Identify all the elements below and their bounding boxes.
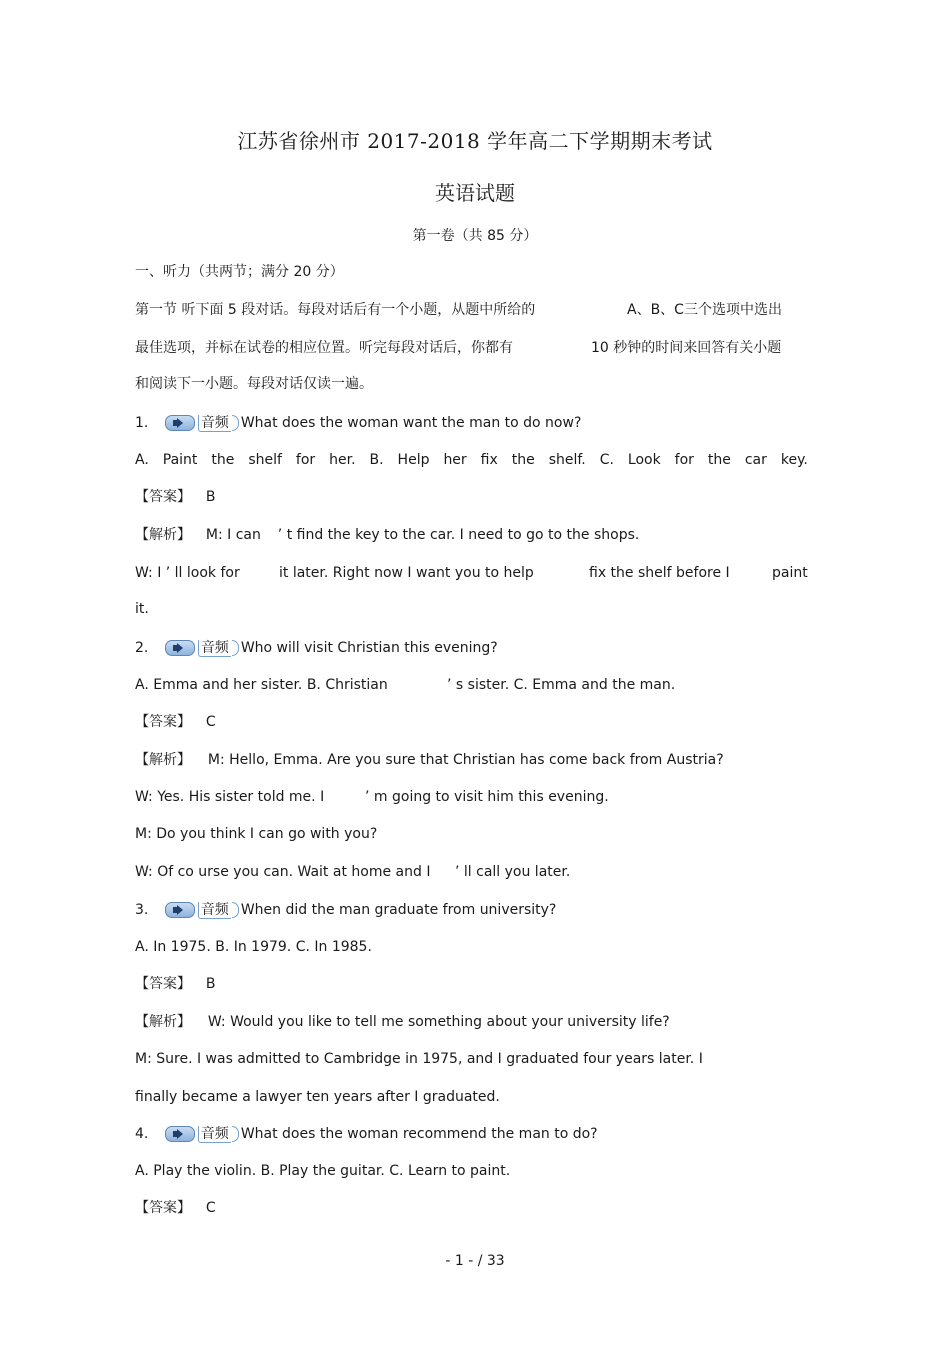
option-word: fix (480, 452, 498, 468)
dialogue-text: W: I ’ ll look for (135, 565, 240, 581)
option-word: car (744, 452, 767, 468)
dialogue-line: finally became a lawyer ten years after I graduated. (135, 1089, 500, 1105)
analysis-text: M: Hello, Emma. Are you sure that Christian has come back from Austria? (207, 752, 724, 768)
dialogue-text: W: Yes. His sister told me. I (135, 789, 325, 805)
answer-label: 【答案】 (135, 489, 191, 505)
question-text: What does the woman recommend the man to do? (240, 1126, 598, 1142)
section-heading: 一、听力（共两节；满分 20 分） (135, 264, 344, 280)
audio-button[interactable] (165, 1125, 239, 1143)
instructions-text: A、B、C三个选项中选出 (627, 302, 782, 318)
audio-end-cap (232, 640, 239, 656)
option-word: for (295, 452, 316, 468)
instructions-text: 第一节 听下面 5 段对话。每段对话后有一个小题，从题中所给的 (135, 302, 536, 318)
question-number: 4. (135, 1126, 149, 1142)
dialogue-line: M: Sure. I was admitted to Cambridge in 1975, and I graduated four years later. I (135, 1051, 703, 1067)
dialogue-text: it later. Right now I want you to help (279, 565, 534, 581)
analysis-1 (135, 526, 815, 544)
audio-end-cap (232, 415, 239, 431)
answer-value: C (205, 714, 216, 730)
analysis-label: 【解析】 (135, 752, 191, 768)
instructions-line-2 (135, 339, 815, 357)
option-word: the (707, 452, 731, 468)
answer-label: 【答案】 (135, 714, 191, 730)
dialogue-text: paint (772, 565, 808, 581)
analysis-3 (135, 1013, 815, 1031)
page-number: - 1 - / 33 (445, 1253, 505, 1269)
option-word: shelf. (548, 452, 586, 468)
analysis-label: 【解析】 (135, 527, 191, 543)
option-word: her (443, 452, 467, 468)
analysis-text: W: Would you like to tell me something about your university life? (207, 1014, 670, 1030)
options-text: ’ s sister. C. Emma and the man. (447, 677, 676, 693)
option-word: Help (397, 452, 430, 468)
audio-end-cap (232, 902, 239, 918)
document-title: 江苏省徐州市 2017-2018 学年高二下学期期末考试 (237, 129, 713, 153)
speaker-icon (165, 902, 195, 918)
option-word: the (511, 452, 535, 468)
dialogue-line (135, 863, 815, 881)
question-number: 2. (135, 640, 149, 656)
dialogue-line: it. (135, 601, 149, 617)
question-text: Who will visit Christian this evening? (240, 640, 498, 656)
option-word: key. (780, 452, 808, 468)
audio-label: 音频 (198, 1126, 231, 1143)
option-word: Paint (162, 452, 198, 468)
dialogue-text: ’ m going to visit him this evening. (365, 789, 609, 805)
options-text: A. Emma and her sister. B. Christian (135, 677, 388, 693)
answer-label: 【答案】 (135, 976, 191, 992)
option-word: B. (369, 452, 384, 468)
question-number: 3. (135, 902, 149, 918)
answer-value: B (205, 976, 216, 992)
option-word: A. (135, 452, 149, 468)
analysis-2 (135, 751, 815, 769)
dialogue-text: fix the shelf before I (589, 565, 730, 581)
answer-3 (135, 975, 815, 993)
audio-button[interactable] (165, 639, 239, 657)
part-heading: 第一卷（共 85 分） (412, 228, 538, 244)
answer-value: B (205, 489, 216, 505)
option-word: Look (627, 452, 661, 468)
option-word: shelf (248, 452, 282, 468)
dialogue-line: M: Do you think I can go with you? (135, 826, 378, 842)
audio-button[interactable] (165, 414, 239, 432)
document-subtitle: 英语试题 (435, 181, 515, 205)
dialogue-text: ’ ll call you later. (455, 864, 571, 880)
option-word: the (211, 452, 235, 468)
audio-button[interactable] (165, 901, 239, 919)
question-3-options: A. In 1975. B. In 1979. C. In 1985. (135, 939, 372, 955)
speaker-icon (165, 640, 195, 656)
dialogue-line (135, 788, 815, 806)
instructions-line-3: 和阅读下一小题。每段对话仅读一遍。 (135, 376, 373, 392)
analysis-label: 【解析】 (135, 1014, 191, 1030)
audio-label: 音频 (198, 415, 231, 432)
question-number: 1. (135, 415, 149, 431)
question-4-options: A. Play the violin. B. Play the guitar. C. Learn to paint. (135, 1163, 511, 1179)
answer-2 (135, 713, 815, 731)
question-2 (135, 639, 815, 657)
instructions-text: 最佳选项，并标在试卷的相应位置。听完每段对话后，你都有 (135, 340, 513, 356)
speaker-icon (165, 1126, 195, 1142)
dialogue-line (135, 564, 815, 582)
instructions-text: 10 秒钟的时间来回答有关小题 (591, 340, 782, 356)
audio-label: 音频 (198, 640, 231, 657)
audio-label: 音频 (198, 902, 231, 919)
question-4 (135, 1125, 815, 1143)
question-3 (135, 901, 815, 919)
analysis-text: ’ t find the key to the car. I need to go to the shops. (277, 527, 640, 543)
option-word: for (674, 452, 694, 468)
answer-value: C (205, 1200, 216, 1216)
answer-4 (135, 1199, 815, 1217)
question-1-options (135, 451, 808, 469)
instructions-line-1 (135, 301, 815, 319)
question-2-options (135, 676, 815, 694)
answer-label: 【答案】 (135, 1200, 191, 1216)
audio-end-cap (232, 1126, 239, 1142)
question-text: When did the man graduate from university? (240, 902, 557, 918)
dialogue-text: W: Of co urse you can. Wait at home and I (135, 864, 431, 880)
question-1 (135, 414, 815, 432)
analysis-text: M: I can (205, 527, 261, 543)
option-word: her. (329, 452, 356, 468)
speaker-icon (165, 415, 195, 431)
option-word: C. (599, 452, 614, 468)
answer-1 (135, 488, 815, 506)
question-text: What does the woman want the man to do now? (240, 415, 582, 431)
